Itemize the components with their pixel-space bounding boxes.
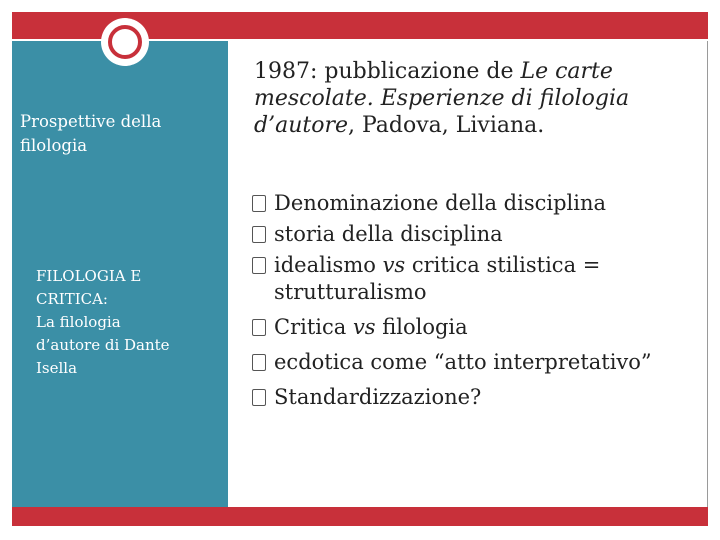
- sidebar-subtitle-line: La filologia: [36, 313, 121, 331]
- bullet-text: Denominazione della disciplina: [274, 191, 606, 215]
- bullet-item: [252, 252, 692, 306]
- heading-text: 1987: pubblicazione de: [254, 59, 521, 84]
- bullet-box-icon: [252, 257, 266, 274]
- bullet-text: storia della disciplina: [274, 222, 503, 246]
- sidebar-subtitle-line: Isella: [36, 359, 78, 377]
- sidebar-subtitle-line: d’autore di Dante: [36, 336, 170, 354]
- bullet-text: Standardizzazione?: [274, 385, 482, 409]
- bottom-accent-bar: [12, 507, 708, 526]
- bullet-list: [252, 190, 692, 419]
- bullet-box-icon: [252, 319, 266, 336]
- bullet-text-end: filologia: [375, 315, 468, 339]
- bullet-text-end: critica stilistica = strutturalismo: [274, 253, 601, 304]
- heading-book-title: Le carte mescolate. Esperienze di filologia d’autore: [254, 59, 630, 138]
- bullet-text: ecdotica come “atto interpretativo”: [274, 350, 652, 374]
- sidebar-subtitle: [36, 265, 216, 380]
- bullet-item: [252, 314, 692, 341]
- sidebar-subtitle-line: CRITICA:: [36, 290, 108, 308]
- bullet-box-icon: [252, 354, 266, 371]
- bullet-box-icon: [252, 195, 266, 212]
- bullet-item: [252, 190, 692, 217]
- bullet-item: [252, 349, 692, 376]
- bullet-text: Critica: [274, 315, 353, 339]
- sidebar-title: Prospettive della filologia: [20, 112, 162, 155]
- bullet-italic: vs: [382, 253, 406, 277]
- main-heading: [254, 58, 694, 139]
- sidebar-subtitle-line: FILOLOGIA E: [36, 267, 142, 285]
- heading-text-end: , Padova, Liviana.: [347, 113, 545, 138]
- bullet-text: idealismo: [274, 253, 383, 277]
- circle-ring-icon: [108, 25, 142, 59]
- bullet-box-icon: [252, 389, 266, 406]
- bullet-item: [252, 384, 692, 411]
- bullet-italic: vs: [352, 315, 376, 339]
- bullet-box-icon: [252, 226, 266, 243]
- bullet-item: [252, 221, 692, 248]
